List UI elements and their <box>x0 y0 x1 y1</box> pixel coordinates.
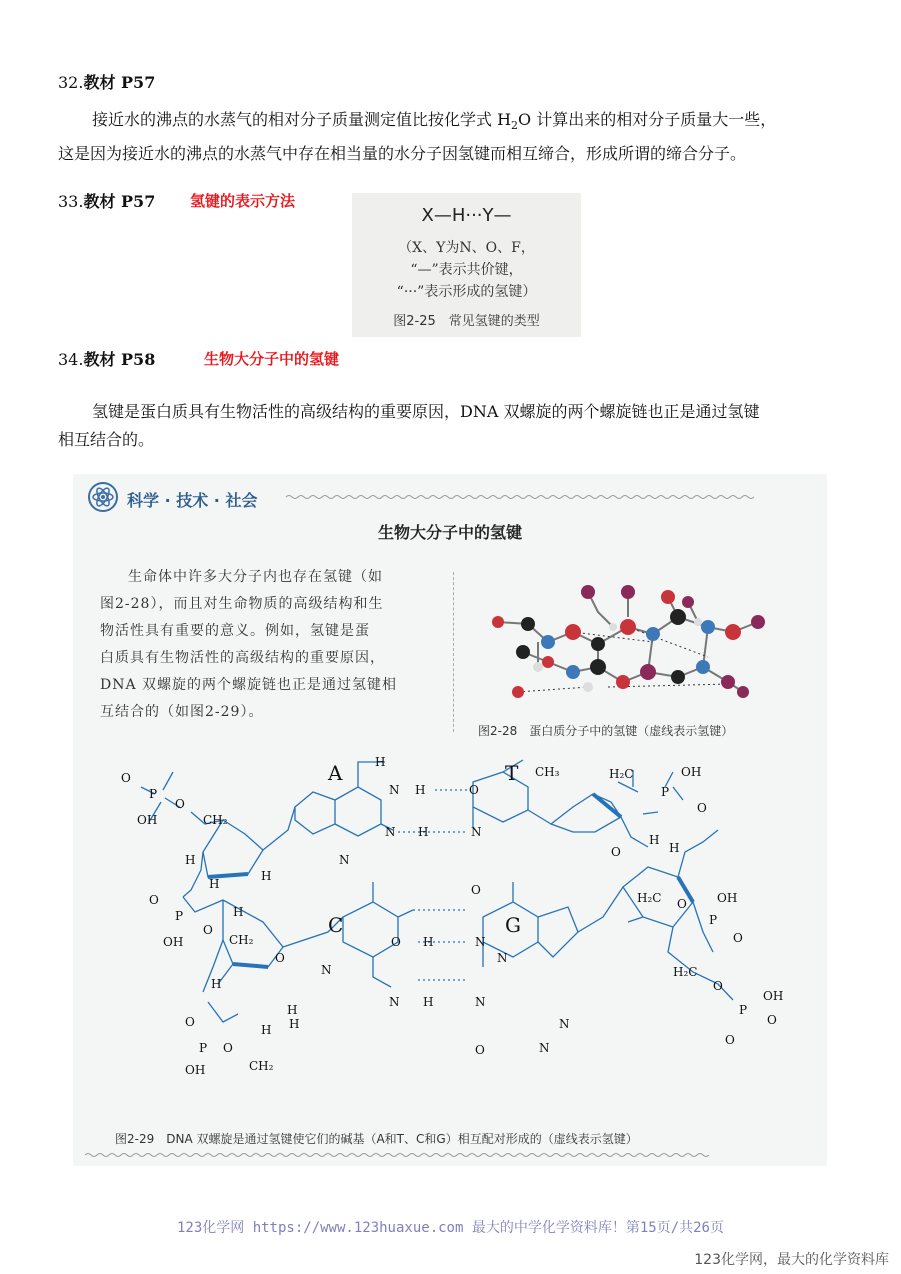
para-text: 氢键是蛋白质具有生物活性的高级结构的重要原因，DNA 双螺旋的两个螺旋链也正是通过氢键 <box>92 402 760 421</box>
para-text: 相互结合的。 <box>58 430 155 449</box>
section-32-paragraph <box>58 106 848 168</box>
figure-note: （X、Y为N、O、F， <box>398 240 535 256</box>
atom-label: H <box>649 833 660 847</box>
section-34-paragraph <box>58 398 848 454</box>
atom-label: H <box>418 825 429 839</box>
atom-label: OH <box>681 765 702 779</box>
atom-label: OH <box>717 891 738 905</box>
body-line: DNA 双螺旋的两个螺旋链也正是通过氢键相 <box>100 677 398 693</box>
atom-label: CH₂ <box>203 813 228 827</box>
bottom-wave-divider <box>85 1150 815 1160</box>
para-text: O 计算出来的相对分子质量大一些， <box>518 110 777 129</box>
section-34-heading <box>58 347 340 370</box>
atom-label: O <box>725 1033 735 1047</box>
atom-label: H <box>423 995 434 1009</box>
base-label-c: C <box>328 913 344 937</box>
atom-label: H <box>669 841 680 855</box>
footer-link-line[interactable]: 123化学网 https://www.123huaxue.com 最大的中学化学资料库！第15页/共26页 <box>176 1220 724 1236</box>
atom-label: P <box>709 913 718 927</box>
atom-label: O <box>203 923 213 937</box>
atom-label: H₂C <box>609 767 634 781</box>
atom-label: O <box>185 1015 195 1029</box>
section-33-heading <box>58 189 296 212</box>
atom-icon <box>89 483 117 511</box>
dotted-divider <box>453 572 454 732</box>
section-title: 教材 P58 <box>83 350 156 369</box>
atom-label: CH₂ <box>229 933 254 947</box>
atom-label: H <box>233 905 244 919</box>
red-topic-label: 氢键的表示方法 <box>190 192 296 210</box>
header-wave-divider <box>286 496 754 499</box>
atom-label: H <box>211 977 222 991</box>
figure-note: “—”表示共价键， <box>410 262 523 278</box>
subscript: 2 <box>511 119 519 133</box>
atom-label: H <box>415 783 426 797</box>
section-number: 34. <box>58 350 84 369</box>
figure-2-25 <box>352 193 581 337</box>
figure-2-29-caption: 图2-29 DNA 双螺旋是通过氢键使它们的碱基（A和T、C和G）相互配对形成的（虚线表示氢键） <box>115 1132 638 1146</box>
figure-note: “···”表示形成的氢键） <box>396 284 537 300</box>
atom-label: H₂C <box>637 891 662 905</box>
base-label-t: T <box>505 761 519 785</box>
atom-label: H <box>375 755 386 769</box>
atom-label: OH <box>185 1063 206 1077</box>
atom-label: P <box>199 1041 208 1055</box>
atom-label: O <box>223 1041 233 1055</box>
atom-label: P <box>661 785 670 799</box>
atom-label: O <box>733 931 743 945</box>
figure-caption: 图2-25 常见氢键的类型 <box>393 314 540 329</box>
atom-label: H <box>209 877 220 891</box>
atom-label: O <box>713 979 723 993</box>
atom-label: O <box>475 1043 485 1057</box>
atom-label: H <box>185 853 196 867</box>
base-label-g: G <box>505 913 521 937</box>
atom-label: O <box>697 801 707 815</box>
atom-label: O <box>469 783 479 797</box>
para-text: 这是因为接近水的沸点的水蒸气中存在相当量的水分子因氢键而相互缔合，形成所谓的缔合分子。 <box>58 144 747 164</box>
atom-label: N <box>539 1041 550 1055</box>
atom-label: OH <box>763 989 784 1003</box>
base-label-a: A <box>328 761 343 785</box>
atom-label: N <box>339 853 350 867</box>
box-title: 生物大分子中的氢键 <box>377 523 522 542</box>
red-topic-label: 生物大分子中的氢键 <box>204 350 340 368</box>
atom-label: N <box>559 1017 570 1031</box>
box-header <box>81 480 821 514</box>
atom-label: N <box>471 825 482 839</box>
atom-label: H <box>423 935 434 949</box>
body-line: 互结合的（如图2-29）。 <box>100 704 264 720</box>
atom-label: N <box>475 995 486 1009</box>
para-text: 接近水的沸点的水蒸气的相对分子质量测定值比按化学式 H <box>92 110 512 129</box>
atom-label: P <box>739 1003 748 1017</box>
body-line: 图2-28），而且对生命物质的高级结构和生 <box>100 596 384 612</box>
atom-label: O <box>275 951 285 965</box>
atom-label: O <box>175 797 185 811</box>
atom-label: CH₂ <box>249 1059 274 1073</box>
section-number: 32. <box>58 73 84 92</box>
atom-label: O <box>677 897 687 911</box>
section-32-heading <box>58 70 155 93</box>
atom-label: P <box>149 787 158 801</box>
atom-label: H <box>289 1017 300 1031</box>
figure-2-29-dna <box>73 752 827 1122</box>
atom-label: O <box>611 845 621 859</box>
atom-label: N <box>389 995 400 1009</box>
figure-2-28-molecule <box>478 572 778 712</box>
figure-2-28-caption: 图2-28 蛋白质分子中的氢键（虚线表示氢键） <box>478 724 734 738</box>
atom-label: O <box>149 893 159 907</box>
atom-label: P <box>175 909 184 923</box>
atom-label: O <box>121 771 131 785</box>
footer-watermark: 123化学网，最大的化学资料库 <box>694 1252 889 1268</box>
atom-label: H <box>261 1023 272 1037</box>
atom-label: CH₃ <box>535 765 560 779</box>
atom-label: N <box>497 951 508 965</box>
section-title: 教材 P57 <box>83 73 156 92</box>
atom-label: O <box>471 883 481 897</box>
section-title: 教材 P57 <box>83 192 156 211</box>
body-line: 物活性具有重要的意义。例如，氢键是蛋 <box>100 623 370 639</box>
atom-label: N <box>385 825 396 839</box>
body-line: 生命体中许多大分子内也存在氢键（如 <box>128 569 383 585</box>
box-header-label: 科学 · 技术 · 社会 <box>127 491 258 510</box>
atom-label: H <box>287 1003 298 1017</box>
atom-label: H <box>261 869 272 883</box>
body-line: 白质具有生物活性的高级结构的重要原因， <box>100 650 385 666</box>
atom-label: H₂C <box>673 965 698 979</box>
section-number: 33. <box>58 192 84 211</box>
science-technology-society-box <box>73 474 827 1166</box>
atom-label: O <box>391 935 401 949</box>
atom-label: N <box>321 963 332 977</box>
atom-label: N <box>475 935 486 949</box>
box-body-text <box>100 564 422 726</box>
atom-label: O <box>767 1013 777 1027</box>
hbond-formula: X—H···Y— <box>421 205 512 226</box>
atom-label: OH <box>137 813 158 827</box>
atom-label: OH <box>163 935 184 949</box>
atom-label: N <box>389 783 400 797</box>
